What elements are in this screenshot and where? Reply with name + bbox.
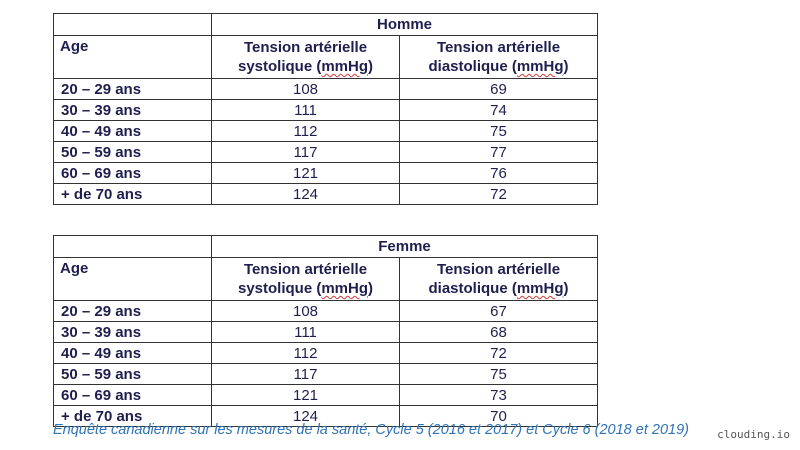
- diastolic-header: Tension artérielle diastolique (mmHg): [400, 36, 598, 79]
- table-homme: [53, 13, 598, 205]
- age-cell: 20 – 29 ans: [54, 301, 212, 322]
- diastolic-cell: 75: [400, 121, 598, 142]
- corner-cell: [54, 236, 212, 258]
- age-cell: 40 – 49 ans: [54, 343, 212, 364]
- table-row: [54, 100, 598, 121]
- age-cell: 50 – 59 ans: [54, 142, 212, 163]
- table-row: [54, 301, 598, 322]
- diastolic-cell: 76: [400, 163, 598, 184]
- diastolic-cell: 69: [400, 79, 598, 100]
- systolic-header: Tension artérielle systolique (mmHg): [212, 36, 400, 79]
- age-cell: 30 – 39 ans: [54, 322, 212, 343]
- diastolic-header: Tension artérielle diastolique (mmHg): [400, 258, 598, 301]
- diastolic-cell: 72: [400, 343, 598, 364]
- diastolic-cell: 67: [400, 301, 598, 322]
- systolic-cell: 124: [212, 406, 400, 427]
- age-cell: + de 70 ans: [54, 406, 212, 427]
- table-row: [54, 184, 598, 205]
- age-cell: 50 – 59 ans: [54, 364, 212, 385]
- diastolic-cell: 75: [400, 364, 598, 385]
- watermark: clouding.io: [717, 428, 790, 441]
- table-row: [54, 121, 598, 142]
- table-row: [54, 343, 598, 364]
- diastolic-cell: 68: [400, 322, 598, 343]
- diastolic-cell: 73: [400, 385, 598, 406]
- diastolic-cell: 72: [400, 184, 598, 205]
- age-cell: 60 – 69 ans: [54, 163, 212, 184]
- age-cell: + de 70 ans: [54, 184, 212, 205]
- systolic-header: Tension artérielle systolique (mmHg): [212, 258, 400, 301]
- table-row: [54, 79, 598, 100]
- systolic-cell: 108: [212, 79, 400, 100]
- systolic-cell: 124: [212, 184, 400, 205]
- systolic-cell: 111: [212, 322, 400, 343]
- systolic-cell: 121: [212, 385, 400, 406]
- age-cell: 60 – 69 ans: [54, 385, 212, 406]
- systolic-cell: 108: [212, 301, 400, 322]
- corner-cell: [54, 14, 212, 36]
- sex-header: Homme: [212, 14, 598, 36]
- table-row: [54, 322, 598, 343]
- source-caption: Enquête canadienne sur les mesures de la santé, Cycle 5 (2016 et 2017) et Cycle 6 (2018 et 2019): [53, 422, 689, 438]
- diastolic-cell: 70: [400, 406, 598, 427]
- systolic-cell: 121: [212, 163, 400, 184]
- table-row: [54, 163, 598, 184]
- age-cell: 40 – 49 ans: [54, 121, 212, 142]
- age-header: Age: [54, 258, 212, 301]
- table-row: [54, 142, 598, 163]
- table-row: [54, 364, 598, 385]
- age-cell: 30 – 39 ans: [54, 100, 212, 121]
- table-row: [54, 385, 598, 406]
- systolic-cell: 112: [212, 343, 400, 364]
- diastolic-cell: 77: [400, 142, 598, 163]
- systolic-cell: 112: [212, 121, 400, 142]
- age-header: Age: [54, 36, 212, 79]
- systolic-cell: 117: [212, 364, 400, 385]
- age-cell: 20 – 29 ans: [54, 79, 212, 100]
- diastolic-cell: 74: [400, 100, 598, 121]
- systolic-cell: 117: [212, 142, 400, 163]
- sex-header: Femme: [212, 236, 598, 258]
- table-femme: [53, 235, 598, 427]
- systolic-cell: 111: [212, 100, 400, 121]
